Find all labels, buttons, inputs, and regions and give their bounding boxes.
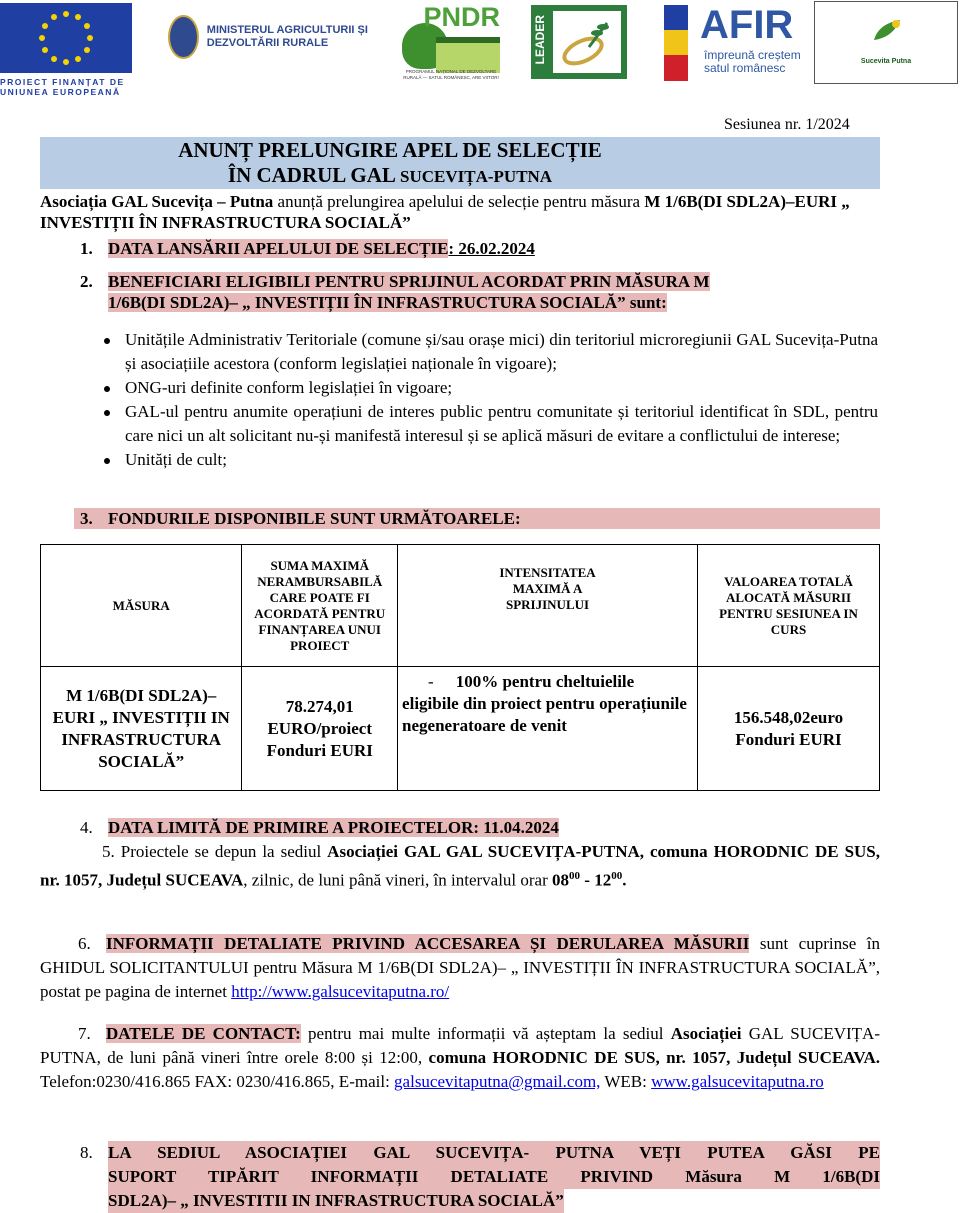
printed-info-line3: SDL2A)– „ INVESTITII IN INFRASTRUCTURA SOCIALĂ”	[108, 1189, 564, 1213]
section-3	[74, 508, 880, 529]
funds-heading: FONDURILE DISPONIBILE SUNT URMĂTOARELE:	[108, 509, 521, 528]
cell-max-amount: 78.274,01 EURO/proiect Fonduri EURI	[242, 667, 398, 791]
contact-label: DATELE DE CONTACT:	[106, 1024, 301, 1043]
madr-name: MINISTERUL AGRICULTURII ȘI DEZVOLTĂRII RURALE	[206, 24, 368, 49]
leader-emblem	[553, 11, 621, 73]
printed-info-line2: SUPORT TIPĂRIT INFORMAȚII DETALIATE PRIVIND Măsura M 1/6B(DI	[108, 1165, 880, 1189]
section-7-number: 7.	[78, 1024, 91, 1043]
email-link[interactable]: galsucevitaputna@gmail.com,	[394, 1072, 601, 1091]
printed-info-line1: LA SEDIUL ASOCIAȚIEI GAL SUCEVIȚA- PUTNA VEȚI PUTEA GĂSI PE	[108, 1141, 880, 1165]
deadline-label: DATA LIMITĂ DE PRIMIRE A PROIECTELOR: 11.04.2024	[108, 818, 559, 837]
table-row	[41, 667, 880, 791]
gal-logo	[814, 1, 958, 84]
leader-logo	[531, 5, 627, 79]
cell-total-value: 156.548,02euro Fonduri EURI	[698, 667, 880, 791]
section-2	[80, 271, 880, 313]
section-3-number: 3.	[80, 509, 93, 528]
intro-measure: M 1/6B(DI SDL2A)–EURI „ INVESTIȚII ÎN INFRASTRUCTURA SOCIALĂ”	[40, 192, 850, 232]
eu-flag-icon	[0, 3, 132, 73]
header-measure: MĂSURA	[41, 545, 242, 667]
launch-date-value: : 26.02.2024	[448, 239, 535, 258]
pndr-logo	[402, 3, 500, 83]
eu-logo	[0, 3, 132, 98]
list-item: ONG-uri definite conform legislației în vigoare;	[100, 376, 878, 400]
page-title: ANUNȚ PRELUNGIRE APEL DE SELECȚIE	[178, 138, 602, 162]
afir-wordmark: AFIR	[700, 3, 794, 47]
field-icon	[436, 37, 500, 73]
web-link[interactable]: www.galsucevitaputna.ro	[651, 1072, 824, 1091]
intro-org: Asociația GAL Sucevița – Putna	[40, 192, 274, 211]
section-8-number: 8.	[80, 1143, 93, 1162]
website-link[interactable]: http://www.galsucevitaputna.ro/	[231, 982, 450, 1001]
list-item: GAL-ul pentru anumite operațiuni de interes public pentru comunitate și teritoriul identificat în SDL, pentru care nici un alt solicitant nu-și manifestă interesul și se aplică măsuri de evitare a conflictului de interese;	[100, 400, 878, 448]
gal-leaf-icon	[870, 18, 904, 44]
logo-strip	[0, 0, 960, 100]
section-4-number: 4.	[80, 818, 93, 837]
subtitle-gal-name: SUCEVIȚA-PUTNA	[400, 167, 553, 186]
section-8	[80, 1141, 880, 1213]
section-4	[80, 817, 880, 838]
funds-table	[40, 544, 880, 791]
list-item: Unitățile Administrativ Teritoriale (comune și/sau orașe mici) din teritoriul microregiunii GAL Sucevița-Putna și asociațiile acestora (conform legislației naționale în vigoare);	[100, 328, 878, 376]
afir-slogan: împreună creștem satul românesc	[704, 48, 801, 75]
pndr-wordmark: PNDR	[423, 2, 500, 32]
section-1	[80, 238, 880, 259]
gal-caption: Sucevita Putna	[860, 58, 912, 65]
section-7: 7. DATELE DE CONTACT: pentru mai multe informații vă așteptam la sediul Asociației GAL SUCEVIȚA- PUTNA, de luni până vineri între orele 8:00 și 12:00, comuna HORODNIC DE SUS, nr. 1057, Județul SUCEAVA. Telefon:0230/416.865 FAX: 0230/416.865, E-mail: galsucevitaputna@gmail.com, WEB: www.galsucevitaputna.ro	[40, 1024, 880, 1091]
section-6-number: 6.	[78, 934, 91, 953]
tricolor-icon	[664, 5, 688, 81]
afir-logo	[664, 3, 812, 83]
launch-date-label: DATA LANSĂRII APELULUI DE SELECȚIE	[108, 239, 449, 258]
beneficiaries-list	[100, 328, 878, 472]
section-1-number: 1.	[80, 239, 93, 258]
cell-intensity: - 100% pentru cheltuielile eligibile din proiect pentru operațiunile negeneratoare de venit	[398, 667, 698, 791]
subtitle-prefix: ÎN CADRUL GAL	[227, 163, 401, 187]
government-seal-icon	[168, 15, 199, 59]
detailed-info-label: INFORMAȚII DETALIATE PRIVIND ACCESAREA ȘI DERULAREA MĂSURII	[106, 934, 750, 953]
pndr-caption: PROGRAMUL NAȚIONAL DE DEZVOLTARE RURALĂ — SATUL ROMÂNESC, ARE VIITOR!	[403, 69, 499, 80]
list-item: Unități de cult;	[100, 448, 878, 472]
section-5: 5. Proiectele se depun la sediul Asociației GAL GAL SUCEVIȚA-PUTNA, comuna HORODNIC DE SUS, nr. 1057, Județul SUCEAVA, zilnic, de luni până vineri, în intervalul orar $08^{00} - 12^{00}$.	[40, 842, 880, 890]
section-2-number: 2.	[80, 272, 93, 291]
intro-text: anunță prelungirea apelului de selecție pentru măsura	[273, 192, 645, 211]
header-total-value: VALOAREA TOTALĂ ALOCATĂ MĂSURII PENTRU SESIUNEA IN CURS	[698, 545, 880, 667]
session-number: Sesiunea nr. 1/2024	[724, 116, 850, 133]
section-5-number: 5.	[102, 842, 115, 861]
header-intensity: INTENSITATEA MAXIMĂ A SPRIJINULUI	[398, 545, 698, 667]
cell-measure: M 1/6B(DI SDL2A)– EURI „ INVESTIȚII IN INFRASTRUCTURA SOCIALĂ”	[41, 667, 242, 791]
header-max-amount: SUMA MAXIMĂ NERAMBURSABILĂ CARE POATE FI ACORDATĂ PENTRU FINANȚAREA UNUI PROIECT	[242, 545, 398, 667]
section-6: 6. INFORMAȚII DETALIATE PRIVIND ACCESAREA ȘI DERULAREA MĂSURII sunt cuprinse în GHIDUL SOLICITANTULUI pentru Măsura M 1/6B(DI SDL2A)– „ INVESTIȚII ÎN INFRASTRUCTURA SOCIALĂ”, postat pe pagina de internet http://www.galsucevitaputna.ro/	[40, 934, 880, 1001]
madr-logo	[168, 14, 398, 60]
leader-wordmark: LEADER	[533, 15, 547, 65]
table-header-row	[41, 545, 880, 667]
beneficiaries-heading-line1: BENEFICIARI ELIGIBILI PENTRU SPRIJINUL ACORDAT PRIN MĂSURA M	[108, 272, 710, 291]
eu-caption: PROIECT FINANȚAT DE UNIUNEA EUROPEANĂ	[0, 77, 125, 97]
page-subtitle	[40, 163, 740, 189]
intro-paragraph	[40, 191, 880, 233]
beneficiaries-heading-line2: 1/6B(DI SDL2A)– „ INVESTIȚII ÎN INFRASTRUCTURA SOCIALĂ” sunt:	[108, 293, 667, 312]
leaf-spiral-icon	[559, 17, 615, 67]
